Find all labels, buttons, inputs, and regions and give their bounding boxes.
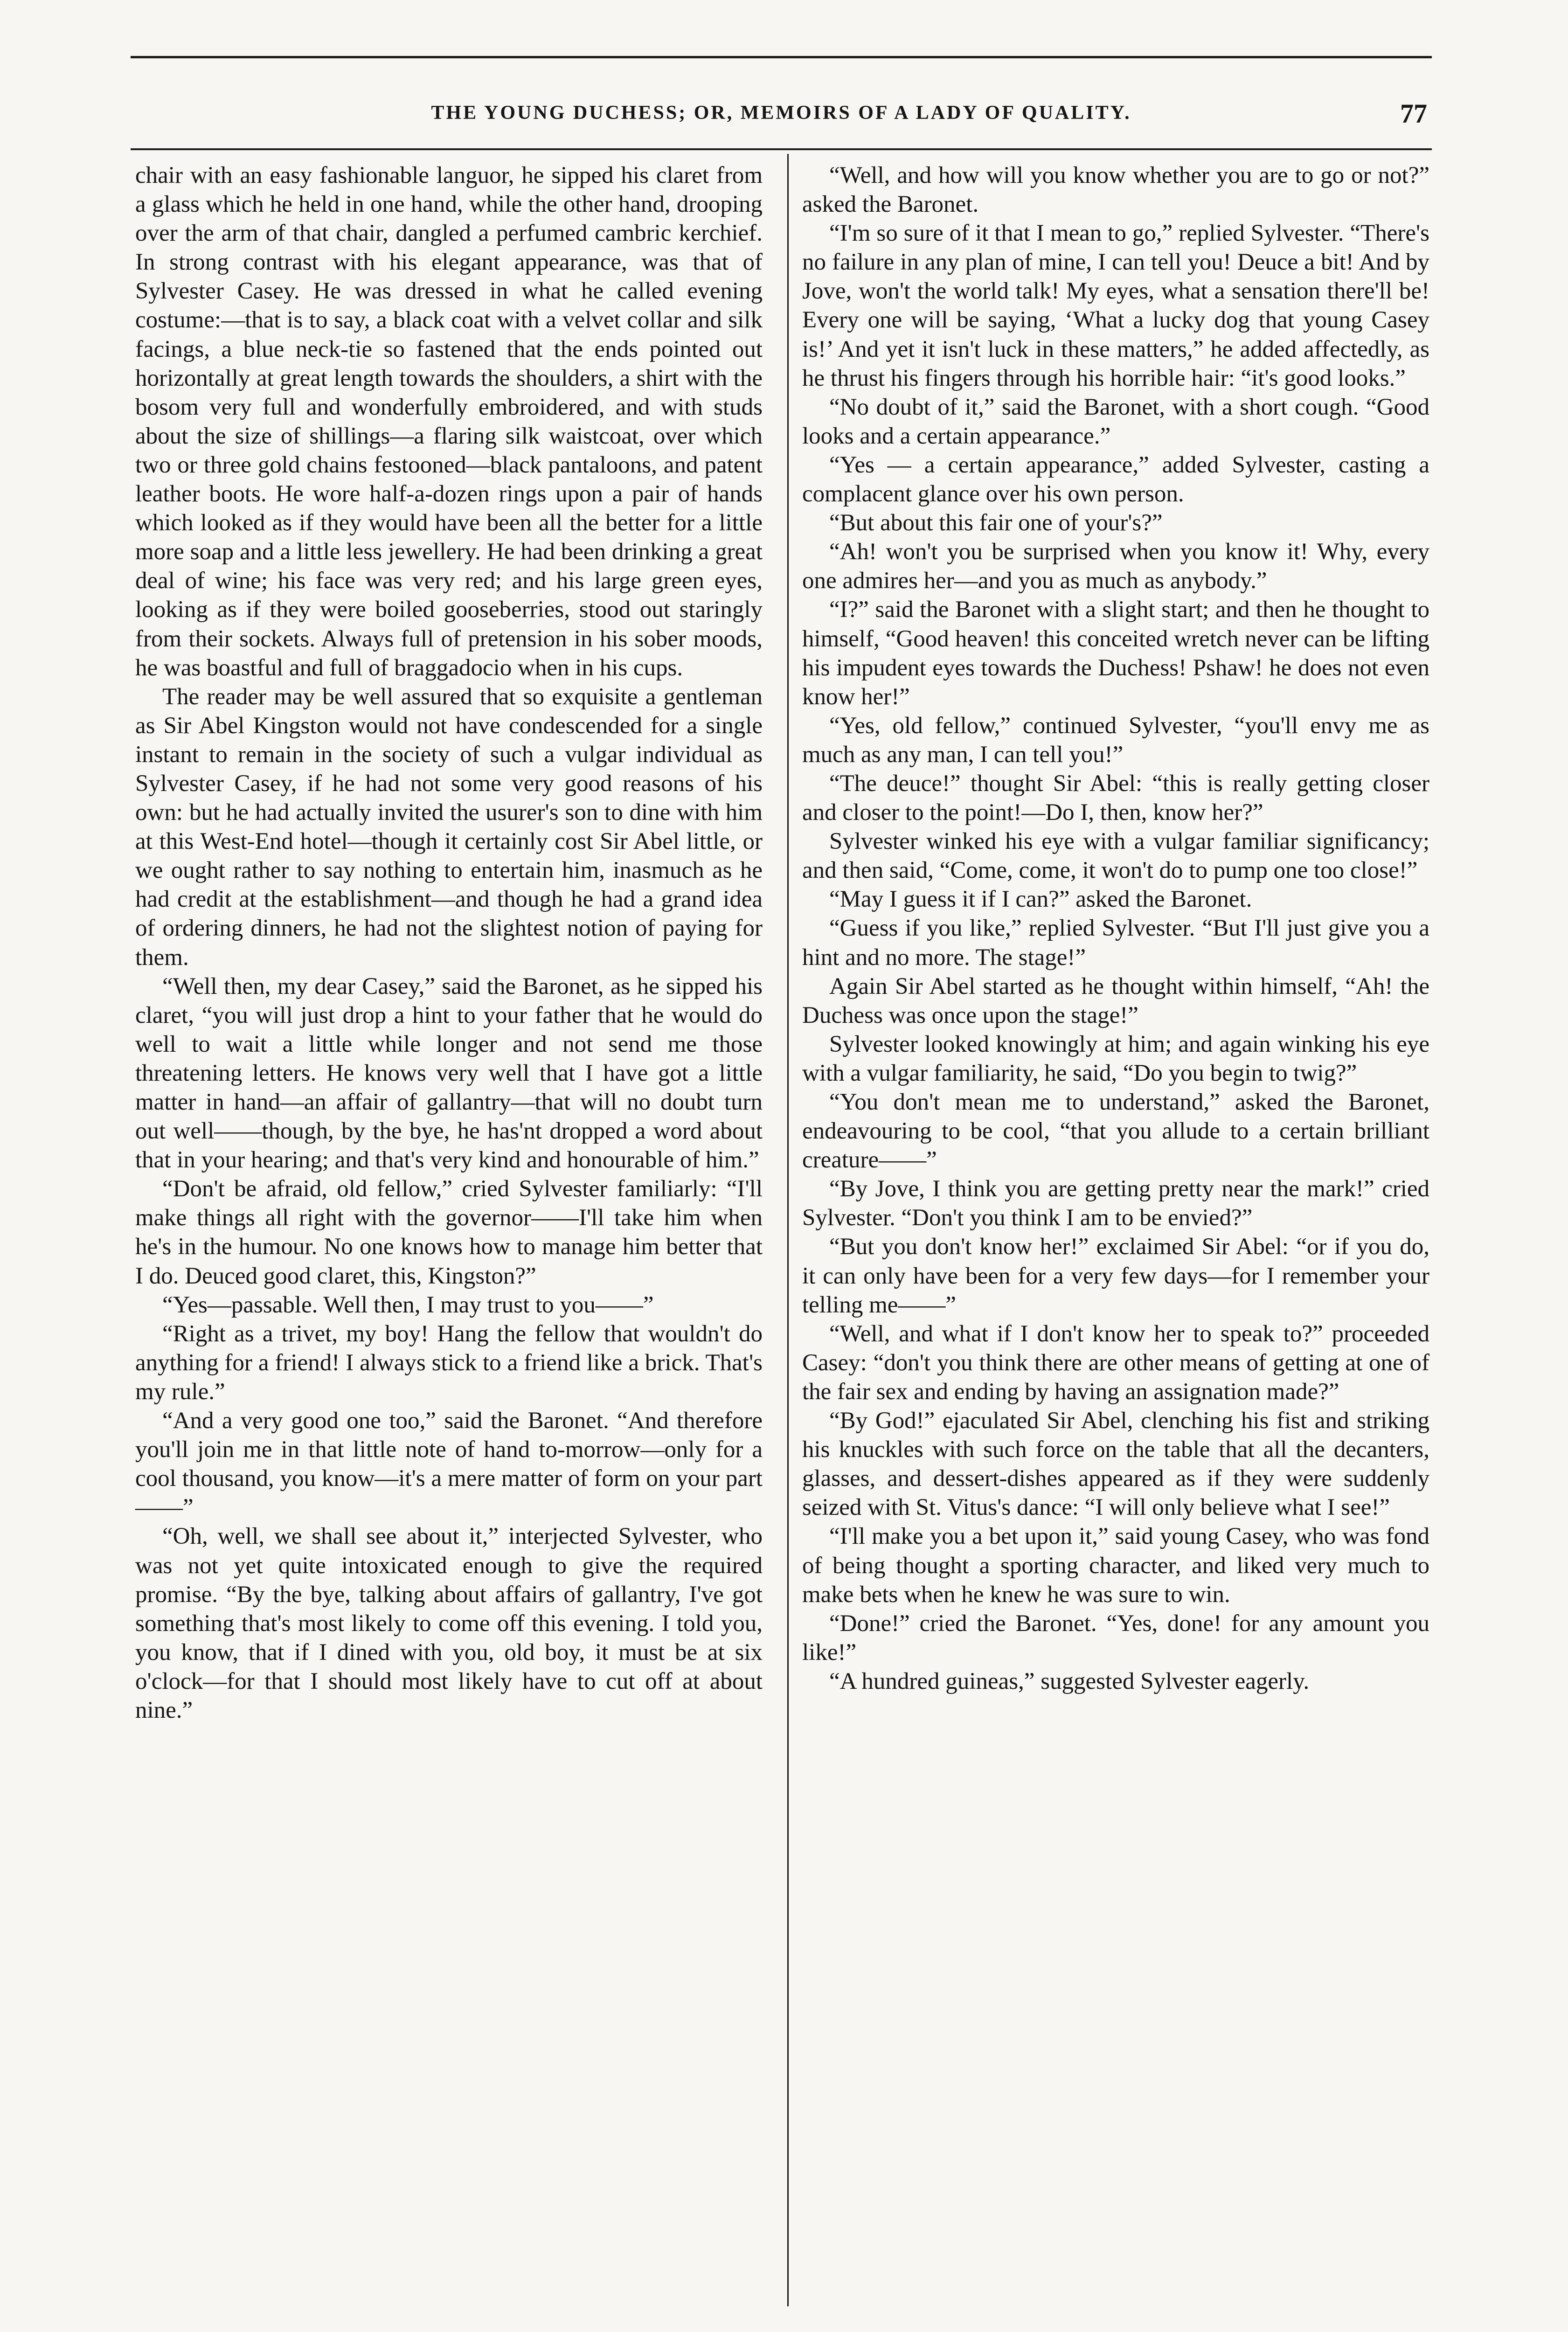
paragraph: “I?” said the Baronet with a slight start; and then he thought to himself, “Good heaven! this conceited wretch never can be lifting his impudent eyes towards the Duchess! Pshaw! he does not even know her!” [802,597,1429,710]
paragraph: “I'll make you a bet upon it,” said young Casey, who was fond of being thought a sporting character, and liked very much to make bets when he knew he was sure to win. [802,1523,1429,1608]
paragraph: “No doubt of it,” said the Baronet, with a short cough. “Good looks and a certain appearance.” [802,394,1429,449]
header-rule [131,148,1432,150]
right-column [802,161,1429,1696]
column-divider [787,154,789,2306]
paragraph: Sylvester winked his eye with a vulgar familiar significancy; and then said, “Come, come, it won't do to pump one too close!” [802,828,1429,884]
paragraph: “You don't mean me to understand,” asked the Baronet, endeavouring to be cool, “that you allude to a certain brilliant creature——” [802,1089,1429,1173]
paragraph: “And a very good one too,” said the Baronet. “And therefore you'll join me in that little note of hand to-morrow—only for a cool thousand, you know—it's a mere matter of form on your part——” [135,1408,763,1521]
paragraph: “Guess if you like,” replied Sylvester. “But I'll just give you a hint and no more. The stage!” [802,915,1429,971]
paragraph: chair with an easy fashionable languor, he sipped his claret from a glass which he held in one hand, while the other hand, drooping over the arm of that chair, dangled a perfumed cambric kerchief. In strong contrast with his elegant appearance, was that of Sylvester Casey. He was dressed in what he called evening costume:—that is to say, a black coat with a velvet collar and silk facings, a blue neck-tie so fastened that the ends pointed out horizontally at great length towards the shoulders, a shirt with the bosom very full and wonderfully embroidered, and with studs about the size of shillings—a flaring silk waistcoat, over which two or three gold chains festooned—black pantaloons, and patent leather boots. He wore half-a-dozen rings upon a pair of hands which looked as if they would have been all the better for a little more soap and a little less jewellery. He had been drinking a great deal of wine; his face was very red; and his large green eyes, looking as if they were boiled gooseberries, stood out staringly from their sockets. Always full of pretension in his sober moods, he was boastful and full of braggadocio when in his cups. [135,162,763,681]
left-column [135,161,763,1725]
paragraph: “Right as a trivet, my boy! Hang the fellow that wouldn't do anything for a friend! I always stick to a friend like a brick. That's my rule.” [135,1320,763,1405]
paragraph: “I'm so sure of it that I mean to go,” replied Sylvester. “There's no failure in any plan of mine, I can tell you! Deuce a bit! And by Jove, won't the world talk! My eyes, what a sensation there'll be! Every one will be saying, ‘What a lucky dog that young Casey is!’ And yet it isn't luck in these matters,” he added affectedly, as he thrust his fingers through his horrible hair: “it's good looks.” [802,220,1429,391]
page-number: 77 [1400,98,1427,129]
paragraph: “Yes—passable. Well then, I may trust to you——” [162,1291,654,1318]
paragraph: “Don't be afraid, old fellow,” cried Sylvester familiarly: “I'll make things all right with the governor——I'll take him when he's in the humour. No one knows how to manage him better that I do. Deuced good claret, this, Kingston?” [135,1176,763,1289]
paragraph: “A hundred guineas,” suggested Sylvester eagerly. [829,1668,1310,1694]
paragraph: “But about this fair one of your's?” [829,510,1163,536]
paragraph: Again Sir Abel started as he thought within himself, “Ah! the Duchess was once upon the stage!” [802,973,1429,1028]
paragraph: “By God!” ejaculated Sir Abel, clenching his fist and striking his knuckles with such force on the table that all the decanters, glasses, and dessert-dishes appeared as if they were suddenly seized with St. Vitus's dance: “I will only believe what I see!” [802,1408,1429,1521]
paragraph: “Oh, well, we shall see about it,” interjected Sylvester, who was not yet quite intoxicated enough to give the required promise. “By the bye, talking about affairs of gallantry, I've got something that's most likely to come off this evening. I told you, you know, that if I dined with you, old boy, it must be at six o'clock—for that I should most likely have to cut off at about nine.” [135,1523,763,1723]
paragraph: “Yes — a certain appearance,” added Sylvester, casting a complacent glance over his own person. [802,451,1429,507]
paragraph: “Done!” cried the Baronet. “Yes, done! for any amount you like!” [802,1610,1429,1666]
paragraph: “Well, and how will you know whether you are to go or not?” asked the Baronet. [802,162,1429,218]
paragraph: “The deuce!” thought Sir Abel: “this is really getting closer and closer to the point!—Do I, then, know her?” [802,770,1429,826]
paragraph: “Well, and what if I don't know her to speak to?” proceeded Casey: “don't you think there are other means of getting at one of the fair sex and ending by having an assignation made?” [802,1320,1429,1405]
running-title: THE YOUNG DUCHESS; OR, MEMOIRS OF A LADY OF QUALITY. [431,102,1131,124]
paragraph: “Yes, old fellow,” continued Sylvester, “you'll envy me as much as any man, I can tell you!” [802,712,1429,768]
paragraph: “By Jove, I think you are getting pretty near the mark!” cried Sylvester. “Don't you think I am to be envied?” [802,1176,1429,1231]
paragraph: “But you don't know her!” exclaimed Sir Abel: “or if you do, it can only have been for a very few days—for I remember your telling me——” [802,1234,1429,1318]
paragraph: “May I guess it if I can?” asked the Baronet. [829,886,1252,913]
paragraph: The reader may be well assured that so exquisite a gentleman as Sir Abel Kingston would not have condescended for a single instant to remain in the society of such a vulgar individual as Sylvester Casey, if he had not some very good reasons of his own: but he had actually invited the usurer's son to dine with him at this West-End hotel—though it certainly cost Sir Abel little, or we ought rather to say nothing to entertain him, inasmuch as he had credit at the establishment—and though he had a grand idea of ordering dinners, he had not the slightest notion of paying for them. [135,683,763,971]
top-border-rule [131,56,1432,58]
page-header [135,98,1427,144]
paragraph: Sylvester looked knowingly at him; and again winking his eye with a vulgar familiarity, he said, “Do you begin to twig?” [802,1031,1429,1086]
paragraph: “Well then, my dear Casey,” said the Baronet, as he sipped his claret, “you will just drop a hint to your father that he would do well to wait a little while longer and not send me those threatening letters. He knows very well that I have got a little matter in hand—an affair of gallantry—that will no doubt turn out well——though, by the bye, he has'nt dropped a word about that in your hearing; and that's very kind and honourable of him.” [135,973,763,1173]
paragraph: “Ah! won't you be surprised when you know it! Why, every one admires her—and you as much as anybody.” [802,539,1429,594]
